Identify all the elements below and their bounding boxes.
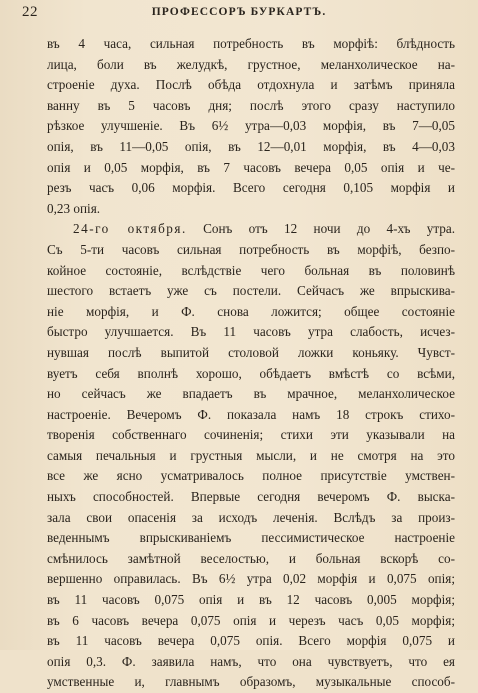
text-line: опія и 0,05 морфія, въ 7 часовъ вечера 0,05 опія и че-	[47, 159, 455, 175]
text-line: 0,23 опія.	[47, 200, 101, 216]
entry-text: Сонъ отъ 12 ночи до 4-хъ утра.	[186, 221, 456, 237]
text-line: въ 11 часовъ вечера 0,075 опія. Всего морфія 0,075 и	[47, 633, 455, 649]
page-number: 22	[22, 4, 38, 20]
text-line: койное состояніе, вслѣдствіе чего больная въ половинѣ	[47, 262, 455, 278]
entry-date: 24-го октября.	[73, 221, 187, 237]
text-line: самыя печальныя и грустныя мысли, и не смотря на это	[47, 447, 455, 463]
text-line: строеніе духа. Послѣ обѣда отдохнула и затѣмъ приняла	[47, 77, 455, 93]
text-line: все же ясно усматривалось полное присутствіе умствен-	[47, 468, 455, 484]
text-line: смѣнилось замѣтной веселостью, и больная вскорѣ со-	[47, 550, 455, 566]
text-line: нувшая послѣ выпитой столовой ложки коньяку. Чувст-	[47, 344, 455, 360]
text-line: умственные и, главнымъ образомъ, музыкальные способ-	[47, 674, 455, 690]
text-line: веденнымъ впрыскиваніемъ пессимистическое настроеніе	[47, 530, 455, 546]
text-line: зала свои опасенія за исходъ леченія. Вслѣдъ за произ-	[47, 509, 455, 525]
text-line: творенія собственнаго сочиненія; стихи эти указывали на	[47, 427, 455, 443]
text-line	[47, 219, 455, 240]
text-line: Съ 5-ти часовъ сильная потребность въ морфіѣ, безпо-	[47, 241, 455, 257]
text-line: ныхъ способностей. Впервые сегодня вечеромъ Ф. выска-	[47, 489, 455, 505]
text-line: въ 6 часовъ вечера 0,075 опія и черезъ часъ 0,05 морфія;	[47, 612, 455, 628]
text-line: въ 4 часа, сильная потребность въ морфіѣ: блѣдность	[47, 36, 455, 51]
text-line: шестого встаетъ уже съ постели. Сейчасъ же впрыскива-	[47, 283, 455, 299]
text-line: настроеніе. Вечеромъ Ф. показала намъ 18 строкъ стихо-	[47, 406, 455, 422]
text-line: лица, боли въ желудкѣ, грустное, меланхолическое на-	[47, 56, 455, 72]
text-line: опія 0,3. Ф. заявила намъ, что она чувствуетъ, что ея	[47, 653, 455, 669]
text-line: вершенно оправилась. Въ 6½ утра 0,02 морфія и 0,075 опія;	[47, 571, 455, 587]
running-head: ПРОФЕССОРЪ БУРКАРТЪ.	[151, 6, 327, 18]
text-line: ванну въ 5 часовъ дня; послѣ этого сразу наступило	[47, 97, 455, 113]
page-header	[0, 0, 478, 28]
text-line: резъ часъ 0,06 морфія. Всего сегодня 0,105 морфія и	[47, 180, 455, 196]
text-line: ніе морфія, и Ф. снова ложится; общее состояніе	[47, 303, 455, 319]
text-line: вуетъ себя вполнѣ хорошо, обѣдаетъ вмѣстѣ со всѣми,	[47, 365, 455, 381]
text-line: опія, въ 11—0,05 опія, въ 12—0,01 морфія, въ 4—0,03	[47, 138, 455, 154]
text-line: но сейчасъ же впадаетъ въ мрачное, меланхолическое	[47, 386, 455, 402]
text-line: рѣзкое улучшеніе. Въ 6½ утра—0,03 морфія, въ 7—0,05	[47, 118, 455, 134]
body-text	[47, 34, 455, 693]
text-line: быстро улучшается. Въ 11 часовъ утра слабость, исчез-	[47, 324, 455, 340]
text-line: въ 11 часовъ 0,075 опія и въ 12 часовъ 0,005 морфія;	[47, 592, 455, 608]
